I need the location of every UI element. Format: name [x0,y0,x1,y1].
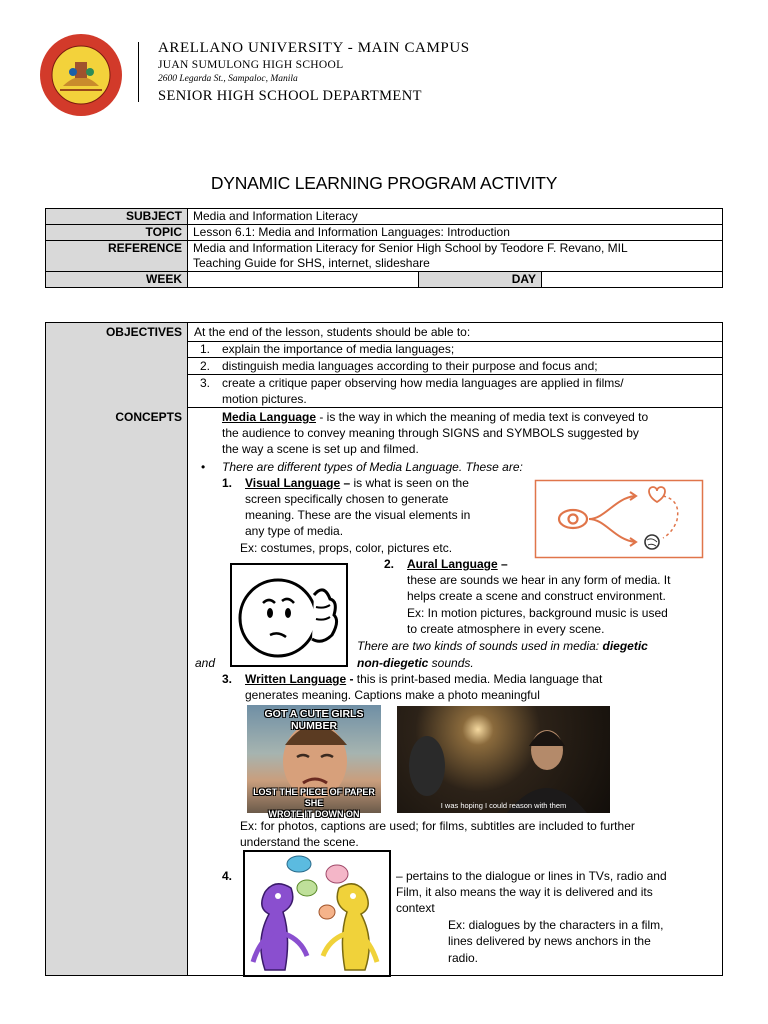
objectives-label: OBJECTIVES [105,325,182,339]
visual-dash: – [340,476,351,490]
written-number: 3. [222,672,233,686]
topic-value: Lesson 6.1: Media and Information Languages: Introduction [188,225,723,241]
meme-image [247,705,381,819]
diegetic-term: diegetic [602,639,648,653]
objective-number: 2. [200,359,211,373]
subject-label: SUBJECT [46,209,188,225]
sounds-word: sounds. [428,656,474,670]
listening-face-image [230,563,348,667]
meme-top-caption: GOT A CUTE GIRLS NUMBER [264,708,364,732]
written-text: this is print-based media. Media language that [353,672,603,686]
sound-kinds-text: There are two kinds of sounds used in media: [357,639,600,653]
school-name: JUAN SUMULONG HIGH SCHOOL [158,59,344,71]
row-divider [187,407,722,408]
university-seal-logo [38,32,124,118]
visual-language-line-1 [245,475,545,491]
film-subtitle: I was hoping I could reason with them [440,801,567,810]
aural-line-3: Ex: In motion pictures, background music is used [407,606,668,620]
aural-line-1: these are sounds we hear in any form of media. It [407,573,671,587]
spoken-example-3: radio. [448,951,479,965]
visual-text: is what is seen on the [350,476,469,490]
visual-example: Ex: costumes, props, color, pictures etc. [240,541,453,555]
media-language-def-2: the audience to convey meaning through SIGNS and SYMBOLS suggested by [222,426,639,440]
school-address: 2600 Legarda St., Sampaloc, Manila [158,74,298,84]
document-title: DYNAMIC LEARNING PROGRAM ACTIVITY [210,173,558,193]
film-characters-icon [397,706,610,813]
visual-language-line-2: screen specifically chosen to generate [245,492,449,506]
written-example-2: understand the scene. [240,835,359,849]
two-people-talking-image [243,850,391,977]
visual-language-term: Visual Language [245,476,341,490]
written-example-1: Ex: for photos, captions are used; for films, subtitles are included to further [240,819,635,833]
header-divider [138,42,139,102]
week-label: WEEK [46,272,188,288]
aural-line-2: helps create a scene and construct environment. [407,589,666,603]
info-table [45,208,723,288]
visual-number: 1. [222,476,233,490]
meme-bottom-caption [247,787,381,820]
written-language-term: Written Language [245,672,347,686]
aural-number: 2. [384,557,395,571]
film-still-image [397,706,610,813]
aural-dash: – [497,557,508,571]
aural-language-term: Aural Language [407,557,498,571]
spoken-number: 4. [222,869,233,883]
aural-language-heading [407,556,508,572]
visual-language-line-4: any type of media. [245,524,344,538]
week-value [188,272,419,288]
objective-item: create a critique paper observing how media languages are applied in films/ [222,376,624,390]
non-diegetic-line [357,655,474,671]
spoken-example-1: Ex: dialogues by the characters in a film, [448,918,664,932]
objective-item: explain the importance of media languages; [222,342,455,356]
non-diegetic-term: non-diegetic [357,656,429,670]
eye-heart-brain-image [535,480,703,558]
sound-kinds-line [357,638,648,654]
spoken-example-2: lines delivered by news anchors in the [448,934,651,948]
and-word: and [195,656,216,670]
objective-number: 1. [200,342,211,356]
objective-item-continued: motion pictures. [222,392,307,406]
reference-line-2: Teaching Guide for SHS, internet, slideshare [193,256,430,270]
aural-line-4: to create atmosphere in every scene. [407,622,605,636]
media-language-def-1: - is the way in which the meaning of media text is conveyed to [316,410,649,424]
media-language-def-3: the way a scene is set up and filmed. [222,442,419,456]
topic-label: TOPIC [46,225,188,241]
spoken-line-1: – pertains to the dialogue or lines in TVs, radio and [396,869,667,883]
lesson-table [45,322,723,976]
objectives-intro: At the end of the lesson, students should be able to: [194,325,471,339]
spoken-line-3: context [396,901,435,915]
department-name: SENIOR HIGH SCHOOL DEPARTMENT [158,88,422,104]
spoken-line-2: Film, it also means the way it is delivered and its [396,885,653,899]
media-language-term: Media Language [222,410,317,424]
objective-item: distinguish media languages according to their purpose and focus and; [222,359,598,373]
reference-value [188,241,723,272]
meme-bottom-line-2: WROTE IT DOWN ON [268,809,360,819]
written-language-line-2: generates meaning. Captions make a photo meaningful [245,688,540,702]
visual-language-line-3: meaning. These are the visual elements in [245,508,471,522]
written-dash: - [346,672,354,686]
label-column [46,323,188,975]
subject-value: Media and Information Literacy [188,209,723,225]
meme-bottom-line-1: LOST THE PIECE OF PAPER SHE [253,787,375,808]
written-language-line-1 [245,671,602,687]
bullet-icon: • [201,460,206,474]
types-intro: There are different types of Media Language. These are: [222,460,523,474]
objective-number: 3. [200,376,211,390]
day-value [542,272,723,288]
reference-label: REFERENCE [46,241,188,272]
day-label: DAY [419,272,542,288]
university-name: ARELLANO UNIVERSITY - MAIN CAMPUS [158,40,470,56]
reference-line-1: Media and Information Literacy for Senior High School by Teodore F. Revano, MIL [193,241,628,255]
concepts-label: CONCEPTS [115,410,182,424]
media-language-definition [222,409,722,425]
